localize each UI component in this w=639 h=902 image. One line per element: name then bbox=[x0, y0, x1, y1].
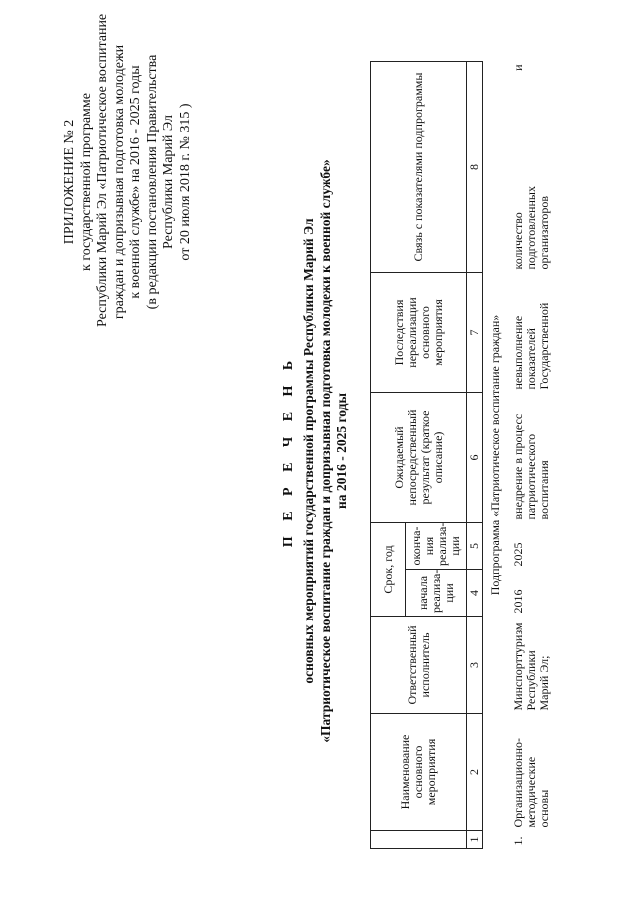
header-indicators: Связь с показателями подпрограммы bbox=[371, 62, 467, 273]
header-term-end: оконча-ния реализа-ции bbox=[406, 523, 467, 570]
column-number: 2 bbox=[467, 714, 483, 831]
column-number: 8 bbox=[467, 62, 483, 273]
appendix-line: от 20 июля 2018 г. № 315 ) bbox=[177, 103, 193, 261]
row-indicators-text: количество подготовленных организаторов bbox=[511, 186, 551, 270]
header-consequences: Последствия нереализации основного мероприятия bbox=[371, 273, 467, 393]
row-indicators bbox=[508, 62, 551, 273]
header-result: Ожидаемый непосредственный результат (краткое описание) bbox=[371, 393, 467, 523]
row-end-year: 2025 bbox=[511, 542, 525, 567]
table-row bbox=[508, 62, 551, 849]
column-number: 4 bbox=[467, 570, 483, 617]
row-result: внедрение в процесс патриотического воспитания bbox=[511, 413, 551, 520]
header-term-start: начала реализа-ции bbox=[406, 570, 467, 617]
column-number: 7 bbox=[467, 273, 483, 393]
header-name: Наименование основного мероприятия bbox=[371, 714, 467, 831]
appendix-block bbox=[62, 13, 194, 327]
subprogram-title: Подпрограмма «Патриотическое воспитание граждан» bbox=[488, 314, 502, 596]
subprogram-row bbox=[483, 62, 509, 849]
column-number-row bbox=[467, 62, 483, 849]
row-name: Организационно-методические основы bbox=[511, 737, 551, 828]
appendix-line: к государственной программе bbox=[78, 93, 94, 271]
document-subtitle-line: на 2016 - 2025 годы bbox=[334, 392, 349, 510]
row-consequences: невыполнение показателей Государственной bbox=[511, 302, 551, 390]
appendix-line: к военной службе» на 2016 - 2025 годы bbox=[128, 65, 143, 299]
column-number: 3 bbox=[467, 617, 483, 714]
appendix-line: Республики Марий Эл bbox=[161, 115, 176, 249]
header-executor: Ответственный исполнитель bbox=[371, 617, 467, 714]
document-title: П Е Р Е Ч Е Н Ь bbox=[281, 354, 296, 548]
column-number: 1 bbox=[467, 831, 483, 849]
document-subtitle-line: «Патриотическое воспитание граждан и допризывная подготовка молодежи к военной службе» bbox=[318, 159, 333, 743]
document-subtitle-line: основных мероприятий государственной программы Республики Марий Эл bbox=[301, 218, 316, 684]
column-number: 5 bbox=[467, 523, 483, 570]
appendix-line: Республики Марий Эл «Патриотическое воспитание bbox=[95, 13, 110, 327]
row-number: 1. bbox=[511, 836, 525, 846]
measures-table bbox=[370, 61, 551, 849]
header-term: Срок, год bbox=[371, 523, 406, 617]
column-number: 6 bbox=[467, 393, 483, 523]
appendix-line: (в редакции постановления Правительства bbox=[144, 54, 160, 310]
row-executor: Минспорттуризм Республики Марий Эл; bbox=[511, 622, 551, 711]
appendix-line: граждан и допризывная подготовка молодежи bbox=[111, 44, 127, 320]
header-cell-index bbox=[371, 831, 467, 849]
appendix-line: ПРИЛОЖЕНИЕ № 2 bbox=[62, 119, 77, 245]
row-indicators-tail: и bbox=[511, 64, 525, 71]
row-start-year: 2016 bbox=[511, 589, 525, 614]
